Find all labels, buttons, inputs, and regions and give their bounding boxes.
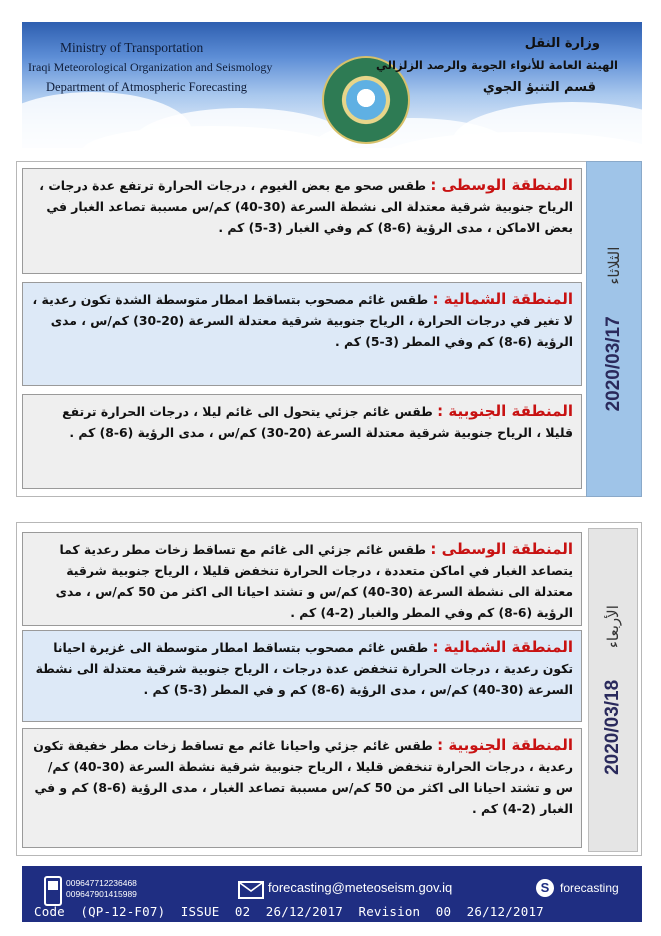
day-1-northern-region: [22, 282, 582, 386]
region-name: المنطقة الجنوبية :: [437, 402, 573, 420]
region-forecast-text: طقس غائم مصحوب بتساقط امطار متوسطة الى غزيرة احيانا تكون رعدية ، درجات الحرارة تنخفض عدة درجات ، الرياح جنوبية شرقية معتدلة الى نشطة السرعة (30-40) كم/س ، مدى الرؤية (6-8) كم و في المطر (3-5) كم .: [35, 640, 573, 697]
region-name: المنطقة الجنوبية :: [437, 736, 573, 754]
region-forecast-text: طقس صحو مع بعض الغيوم ، درجات الحرارة ترتفع عدة درجات ، الرياح جنوبية شرقية معتدلة الى نشطة السرعة (30-40) كم/س مسببة تصاعد الغبار في بعض الاماكن ، مدى الرؤية (6-8) كم وفي الغبار (3-5) كم .: [39, 178, 573, 235]
region-forecast-text: طقس غائم مصحوب بتساقط امطار متوسطة الشدة تكون رعدية ، لا تغير في درجات الحرارة ، الرياح جنوبية شرقية معتدلة السرعة (20-30) كم/س ، مدى الرؤية (6-8) كم وفي المطر (3-5) كم .: [32, 292, 573, 349]
ministry-name-ar: وزارة النقل: [524, 36, 600, 51]
region-name: المنطقة الوسطى :: [430, 176, 573, 194]
header-banner: [22, 22, 642, 148]
ministry-name-en: Ministry of Transportation: [60, 40, 204, 55]
phone-number-1: 009647712236468: [66, 878, 137, 888]
day-2-northern-region: [22, 630, 582, 722]
day-1-date-label: [603, 247, 625, 412]
phone-number-2: 009647901415989: [66, 889, 137, 899]
region-name: المنطقة الشمالية :: [432, 638, 573, 656]
day-2-dayname: الأربعاء: [605, 605, 622, 649]
day-2-date: 2020/03/18: [602, 679, 623, 775]
region-forecast-text: طقس غائم جزئي الى غائم مع تساقط زخات مطر رعدية كما يتصاعد الغبار في اماكن متعددة ، درجات الحرارة تنخفض قليلا ، الرياح جنوبية شرقية معتدلة الى نشطة السرعة (30-40) كم/س و تشتد احيانا الى اكثر من 50 كم/س ، مدى الرؤية (6-8) كم وفي المطر والغبار (2-4) كم .: [55, 542, 573, 620]
region-name: المنطقة الوسطى :: [430, 540, 573, 558]
department-name-ar: قسم التنبؤ الجوي: [482, 80, 596, 95]
day-1-central-region: [22, 168, 582, 274]
day-1-southern-region: [22, 394, 582, 489]
skype-icon: S: [536, 879, 554, 897]
day-2-central-region: [22, 532, 582, 626]
region-forecast-text: طقس غائم جزئي واحيانا غائم مع تساقط زخات مطر خفيفة تكون رعدية ، درجات الحرارة تنخفض قليلا ، الرياح جنوبية شرقية نشطة السرعة (30-40) كم/س و تشتد احيانا الى اكثر من 50 كم/س مسببة تصاعد الغبار ، مدى الرؤية (6-8) كم و في الغبار (2-4) كم .: [33, 738, 573, 816]
day-2-southern-region: [22, 728, 582, 848]
day-2-date-label: [602, 605, 624, 775]
footer-bar: [22, 866, 642, 922]
region-forecast-text: طقس غائم جزئي يتحول الى غائم ليلا ، درجات الحرارة ترتفع قليلا ، الرياح جنوبية شرقية معتدلة السرعة (20-30) كم/س ، مدى الرؤية (6-8) كم .: [62, 404, 573, 440]
department-name-en: Department of Atmospheric Forecasting: [46, 80, 247, 94]
phone-icon: [44, 876, 62, 906]
phone-numbers: [66, 878, 137, 900]
region-name: المنطقة الشمالية :: [432, 290, 573, 308]
email-link[interactable]: forecasting@meteoseism.gov.iq: [268, 880, 453, 895]
organization-name-en: Iraqi Meteorological Organization and Seismology: [28, 60, 273, 74]
day-1-date: 2020/03/17: [603, 316, 624, 412]
skype-handle[interactable]: forecasting: [560, 881, 619, 895]
email-icon: [238, 881, 264, 899]
organization-name-ar: الهيئة العامة للأنواء الجوية والرصد الزلزالي: [376, 58, 618, 72]
day-1-dayname: الثلاثاء: [606, 246, 623, 285]
day-1-date-sidebar: [586, 161, 642, 497]
document-code: Code (QP-12-F07) ISSUE 02 26/12/2017 Revision 00 26/12/2017: [34, 904, 544, 919]
day-2-date-sidebar: [588, 528, 638, 852]
